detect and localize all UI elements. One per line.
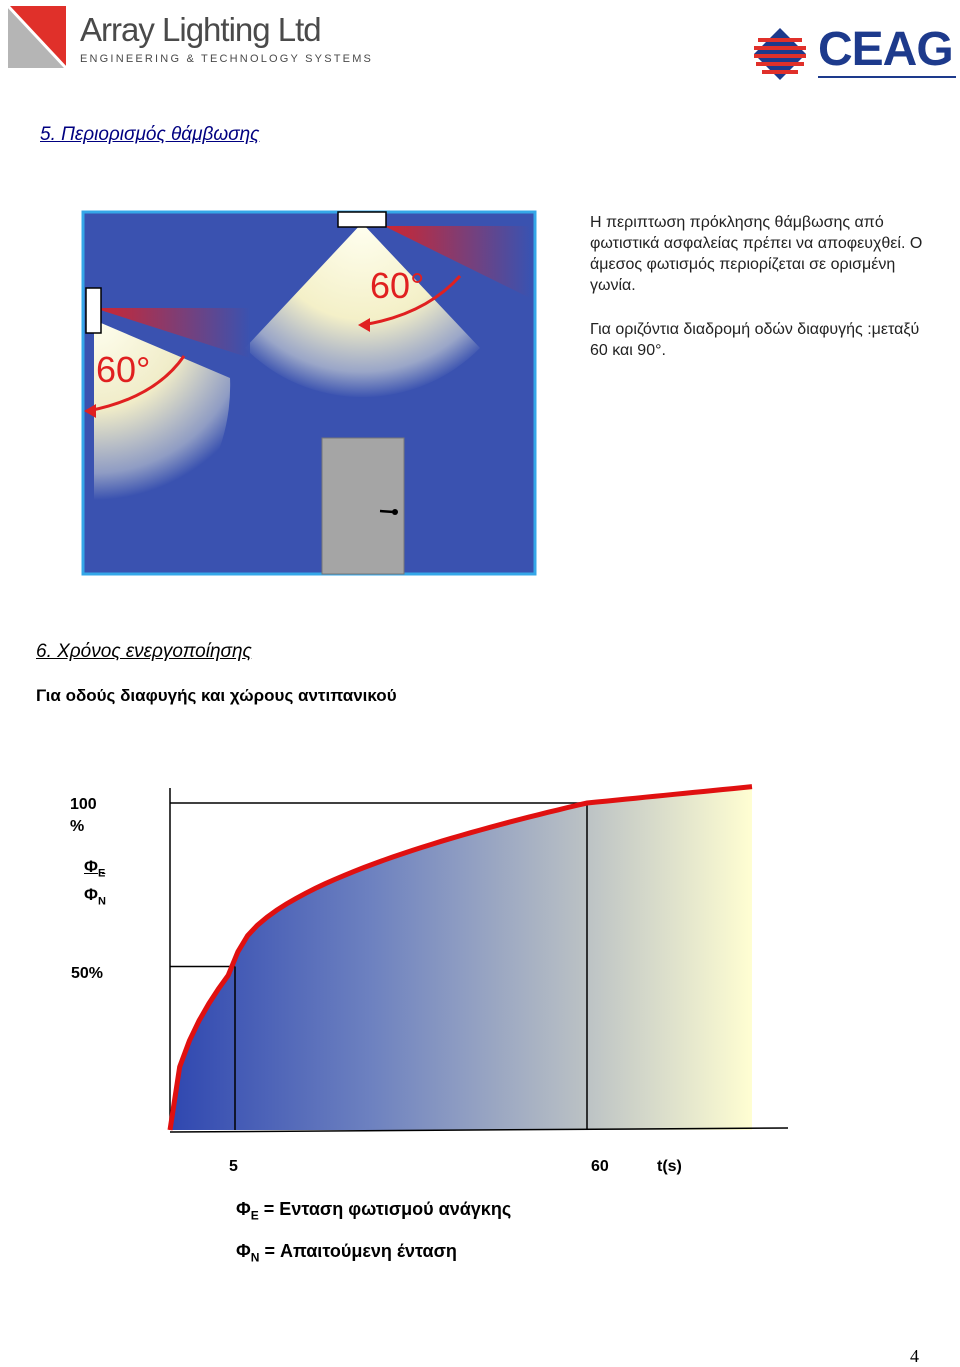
array-logo-text (80, 12, 373, 66)
wall-luminaire (86, 288, 101, 333)
activation-time-chart (130, 760, 810, 1160)
ceag-logo-text: CEAG (818, 23, 953, 76)
array-logo-tagline: ENGINEERING & TECHNOLOGY SYSTEMS (80, 53, 374, 65)
door-knob (392, 509, 398, 515)
page-number: 4 (910, 1346, 919, 1366)
y-tick-100-label: 100 % (70, 796, 97, 835)
door-handle (380, 511, 394, 512)
section-6-title: 6. Χρόνος ενεργοποίησης (36, 641, 252, 662)
legend-phi-e: $\Phi_E = E\nu\tau\alpha\sigma\eta$ φωτισμού ανάγκης (236, 1199, 512, 1223)
ceiling-luminaire (338, 212, 386, 227)
array-logo-name: Array Lighting Ltd (80, 11, 321, 48)
door (322, 438, 404, 574)
glare-paragraph-2: Για οριζόντια διαδρομή οδών διαφυγής :μεταξύ 60 και 90°. (590, 321, 920, 359)
y-axis-denominator: $\Phi_N$ (84, 885, 106, 908)
x-tick-60-label: 60 (591, 1158, 609, 1175)
ceiling-angle-label: 60° (370, 265, 425, 306)
section-5-title: 5. Περιορισμός θάμβωσης (40, 124, 260, 145)
array-logo-mark-icon (4, 4, 76, 74)
wall-angle-label: 60° (96, 349, 151, 390)
legend-phi-n: $\Phi_N = A\pi\alpha\iota\tau oύ\mu\varepsilon\nu\eta$ ένταση (236, 1241, 457, 1265)
glare-paragraph-1: Η περιπτωση πρόκλησης θάμβωσης από φωτιστικά ασφαλείας πρέπει να αποφευχθεί. Ο άμεσος φωτισμός περιορίζεται σε ορισμένη γωνία. (590, 214, 923, 294)
y-axis-numerator: $\Phi_E$ (84, 857, 106, 880)
y-tick-50-label: 50% (71, 965, 104, 982)
y-axis-ratio-label (84, 856, 106, 913)
x-tick-5-label: 5 (229, 1158, 238, 1175)
x-axis-unit-label: t(s) (657, 1158, 682, 1175)
section-6-subtitle: Για οδούς διαφυγής και χώρους αντιπανικού (36, 686, 397, 705)
chart-area-fill (170, 787, 752, 1130)
glare-illustration (80, 208, 540, 578)
ceag-logo-underline (818, 76, 956, 78)
ceag-logo-mark-icon (752, 26, 812, 82)
